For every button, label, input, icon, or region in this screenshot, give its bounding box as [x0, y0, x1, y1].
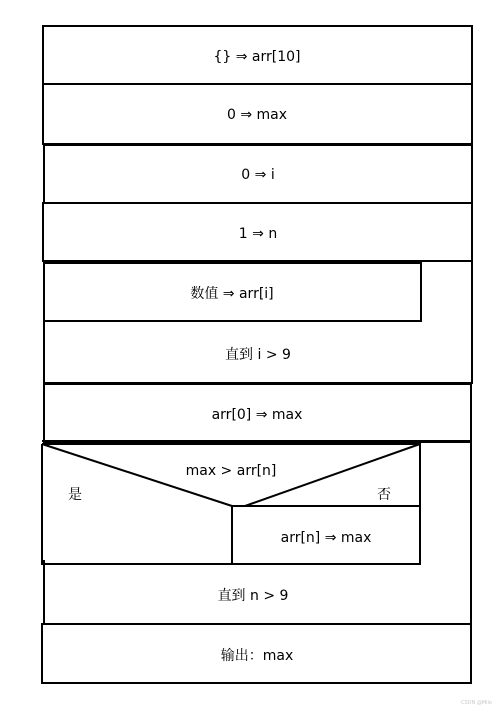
init-n-label: 1 ⇒ n	[238, 226, 278, 242]
diagram-labels	[68, 49, 391, 664]
no-label: 否	[377, 487, 391, 503]
init-max-label: 0 ⇒ max	[226, 107, 288, 123]
yes-label: 是	[68, 487, 82, 503]
loop1-until-label: 直到 i > 9	[225, 347, 291, 363]
assign-max-label: arr[n] ⇒ max	[280, 530, 372, 546]
condition-label: max > arr[n]	[185, 463, 277, 479]
loop1-body-label: 数值 ⇒ arr[i]	[190, 286, 274, 302]
init-i-label: 0 ⇒ i	[241, 167, 275, 183]
output-label: 输出：max	[220, 648, 294, 664]
watermark: CSDN @Milo	[461, 700, 492, 706]
loop2-until-label: 直到 n > 9	[217, 588, 289, 604]
set-max-label: arr[0] ⇒ max	[211, 407, 303, 423]
init-arr-label: {} ⇒ arr[10]	[213, 49, 301, 65]
